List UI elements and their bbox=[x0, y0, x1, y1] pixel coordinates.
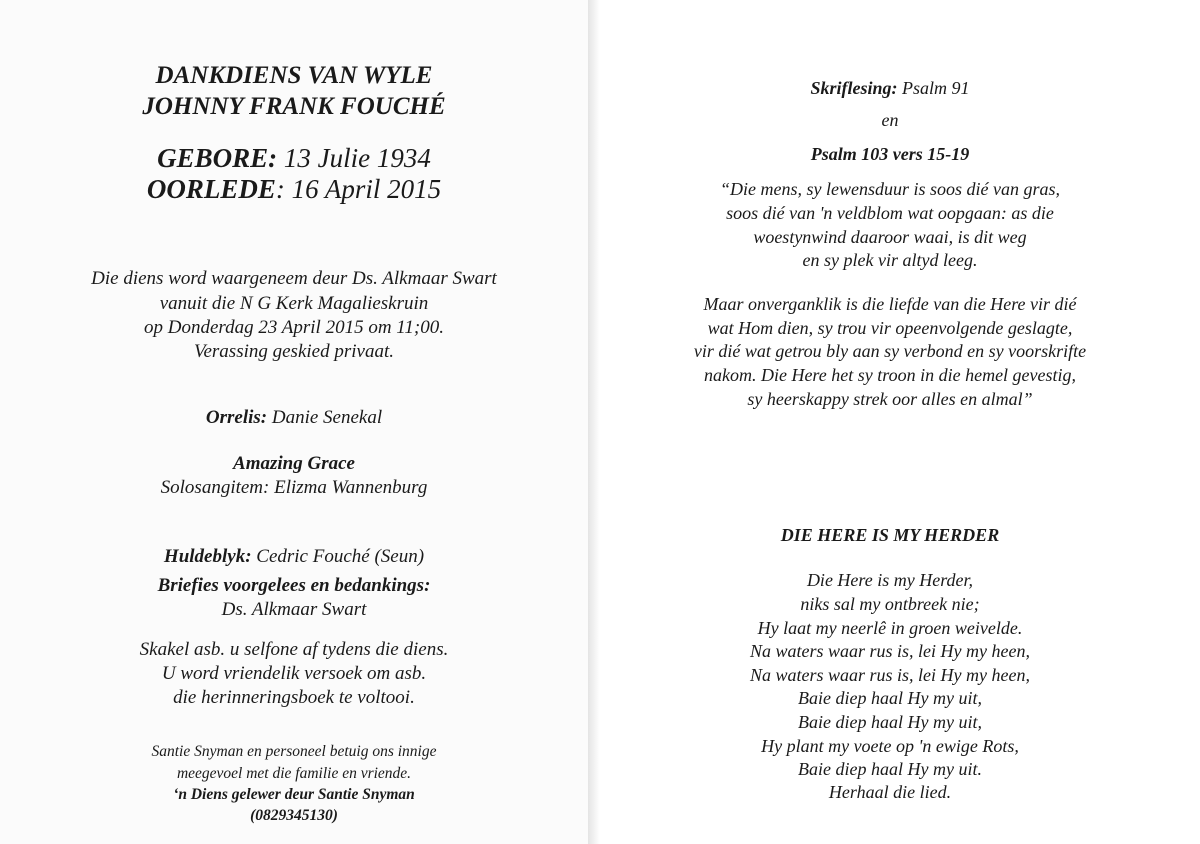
hymn-line: Die Here is my Herder, bbox=[806, 570, 974, 590]
psalm-line: vir dié wat getrou bly aan sy verbond en sy voorskrifte bbox=[693, 341, 1087, 361]
service-line: Verassing geskied privaat. bbox=[193, 341, 394, 362]
page-fold bbox=[588, 0, 600, 844]
letters-label: Briefies voorgelees en bedankings: bbox=[157, 575, 431, 596]
psalm-line: Maar onverganklik is die liefde van die Here vir dié bbox=[703, 294, 1077, 314]
psalm-line: en sy plek vir altyd leeg. bbox=[802, 250, 978, 270]
died-line bbox=[0, 174, 588, 205]
and-word: en bbox=[881, 110, 899, 130]
title-line-1: DANKDIENS VAN WYLE bbox=[155, 62, 433, 89]
condolence-line: Santie Snyman en personeel betuig ons innige bbox=[151, 743, 437, 760]
notice-line: U word vriendelik versoek om asb. bbox=[161, 663, 427, 684]
service-line: op Donderdag 23 April 2015 om 11;00. bbox=[144, 317, 444, 338]
tribute-line bbox=[0, 546, 588, 568]
organist-name: Danie Senekal bbox=[267, 407, 383, 428]
reading-line bbox=[600, 78, 1180, 99]
notice-line: die herinneringsboek te voltooi. bbox=[173, 687, 415, 708]
reading-ref: Psalm 91 bbox=[897, 78, 970, 98]
notice-line: Skakel asb. u selfone af tydens die diens. bbox=[139, 639, 449, 660]
born-label: GEBORE: bbox=[157, 143, 278, 173]
psalm-line: “Die mens, sy lewensduur is soos dié van gras, bbox=[720, 179, 1060, 199]
service-line: vanuit die N G Kerk Magalieskruin bbox=[159, 293, 429, 314]
hymn-line: Baie diep haal Hy my uit, bbox=[798, 712, 982, 732]
psalm-line: woestynwind daaroor waai, is dit weg bbox=[753, 227, 1027, 247]
born-line bbox=[0, 143, 588, 174]
psalm-ref: Psalm 103 vers 15-19 bbox=[810, 144, 970, 164]
died-date: : 16 April 2015 bbox=[275, 174, 442, 204]
soloist-line: Solosangitem: Elizma Wannenburg bbox=[160, 477, 428, 498]
hymn-line: Baie diep haal Hy my uit. bbox=[798, 759, 982, 779]
organist-label: Orrelis: bbox=[205, 407, 268, 428]
hymn-line: niks sal my ontbreek nie; bbox=[800, 594, 980, 614]
organist-line bbox=[0, 407, 588, 429]
song-title: Amazing Grace bbox=[233, 453, 355, 474]
service-provider: ‘n Diens gelewer deur Santie Snyman bbox=[173, 786, 415, 803]
hymn-line: Hy laat my neerlê in groen weivelde. bbox=[757, 618, 1023, 638]
died-label: OORLEDE bbox=[146, 174, 276, 204]
tribute-label: Huldeblyk: bbox=[163, 546, 252, 567]
hymn-line: Hy plant my voete op 'n ewige Rots, bbox=[761, 736, 1019, 756]
right-page bbox=[600, 0, 1200, 844]
psalm-line: sy heerskappy strek oor alles en almal” bbox=[747, 389, 1033, 409]
phone-number: (0829345130) bbox=[250, 807, 338, 824]
psalm-line: wat Hom dien, sy trou vir opeenvolgende geslagte, bbox=[707, 318, 1073, 338]
hymn-line: Baie diep haal Hy my uit, bbox=[798, 688, 982, 708]
tribute-name: Cedric Fouché (Seun) bbox=[251, 546, 425, 567]
psalm-line: soos dié van 'n veldblom wat oopgaan: as die bbox=[726, 203, 1054, 223]
hymn-line: Na waters waar rus is, lei Hy my heen, bbox=[750, 665, 1030, 685]
hymn-line: Herhaal die lied. bbox=[828, 782, 952, 802]
reading-label: Skriflesing: bbox=[810, 78, 898, 98]
letters-name: Ds. Alkmaar Swart bbox=[221, 599, 367, 620]
service-line: Die diens word waargeneem deur Ds. Alkmaar Swart bbox=[91, 268, 497, 289]
hymn-title: DIE HERE IS MY HERDER bbox=[780, 525, 1000, 545]
born-date: 13 Julie 1934 bbox=[277, 143, 431, 173]
hymn-line: Na waters waar rus is, lei Hy my heen, bbox=[750, 641, 1030, 661]
title-line-2: JOHNNY FRANK FOUCHÉ bbox=[142, 93, 446, 120]
left-page bbox=[0, 0, 588, 844]
psalm-line: nakom. Die Here het sy troon in die hemel gevestig, bbox=[703, 365, 1077, 385]
condolence-line: meegevoel met die familie en vriende. bbox=[176, 765, 412, 782]
